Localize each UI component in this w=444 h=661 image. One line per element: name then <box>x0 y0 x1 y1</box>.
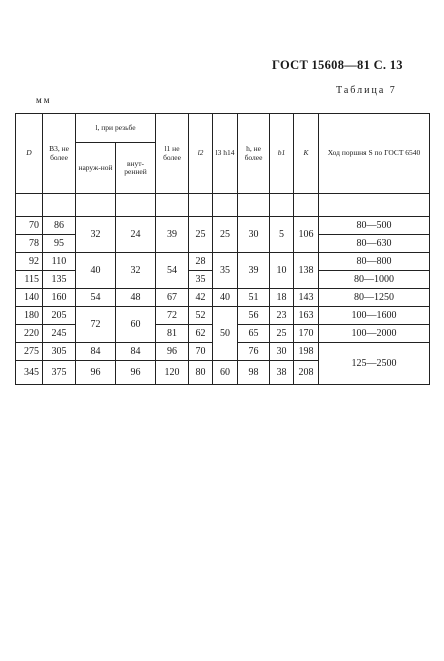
cell: 30 <box>270 343 294 361</box>
cell: 80—500 <box>319 217 430 235</box>
cell: 305 <box>43 343 76 361</box>
cell: 72 <box>156 307 189 325</box>
cell: 170 <box>294 325 319 343</box>
cell: 32 <box>116 253 156 289</box>
cell: 52 <box>189 307 213 325</box>
cell: 115 <box>16 271 43 289</box>
cell: 143 <box>294 289 319 307</box>
cell: 198 <box>294 343 319 361</box>
cell: 54 <box>156 253 189 289</box>
cell: 72 <box>76 307 116 343</box>
cell: 220 <box>16 325 43 343</box>
cell: 38 <box>270 361 294 385</box>
cell: 180 <box>16 307 43 325</box>
cell: 50 <box>213 307 238 361</box>
col-D: D <box>16 114 43 194</box>
units-label: мм <box>36 95 52 105</box>
cell: 60 <box>213 361 238 385</box>
cell: 80—800 <box>319 253 430 271</box>
cell: 120 <box>156 361 189 385</box>
cell <box>294 194 319 217</box>
cell: 140 <box>16 289 43 307</box>
cell: 5 <box>270 217 294 253</box>
cell: 40 <box>76 253 116 289</box>
cell: 208 <box>294 361 319 385</box>
cell: 48 <box>116 289 156 307</box>
cell: 51 <box>238 289 270 307</box>
cell: 86 <box>43 217 76 235</box>
cell: 106 <box>294 217 319 253</box>
cell: 10 <box>270 253 294 289</box>
cell: 96 <box>156 343 189 361</box>
cell <box>238 194 270 217</box>
col-h: h, не более <box>238 114 270 194</box>
cell: 80—630 <box>319 235 430 253</box>
cell: 24 <box>116 217 156 253</box>
table-row <box>16 307 430 325</box>
cell: 80 <box>189 361 213 385</box>
cell <box>16 194 43 217</box>
cell: 67 <box>156 289 189 307</box>
cell: 18 <box>270 289 294 307</box>
cell: 98 <box>238 361 270 385</box>
cell: 76 <box>238 343 270 361</box>
cell: 345 <box>16 361 43 385</box>
cell: 35 <box>213 253 238 289</box>
cell: 39 <box>238 253 270 289</box>
cell: 39 <box>156 217 189 253</box>
cell <box>319 194 430 217</box>
cell: 275 <box>16 343 43 361</box>
cell: 375 <box>43 361 76 385</box>
cell: 125—2500 <box>319 343 430 385</box>
cell: 138 <box>294 253 319 289</box>
col-l1: l1 не более <box>156 114 189 194</box>
table-caption: Таблица 7 <box>336 85 397 96</box>
cell: 84 <box>76 343 116 361</box>
cell: 25 <box>189 217 213 253</box>
col-l3: l3 h14 <box>213 114 238 194</box>
col-l2: l2 <box>189 114 213 194</box>
cell: 60 <box>116 307 156 343</box>
cell: 23 <box>270 307 294 325</box>
cell: 96 <box>76 361 116 385</box>
cell: 65 <box>238 325 270 343</box>
col-l-inner: внут-ренней <box>116 143 156 194</box>
cell: 54 <box>76 289 116 307</box>
table-row <box>16 253 430 271</box>
cell: 78 <box>16 235 43 253</box>
cell <box>116 194 156 217</box>
col-K: K <box>294 114 319 194</box>
cell: 70 <box>189 343 213 361</box>
cell: 84 <box>116 343 156 361</box>
cell <box>270 194 294 217</box>
cell: 80—1000 <box>319 271 430 289</box>
cell: 81 <box>156 325 189 343</box>
cell: 110 <box>43 253 76 271</box>
cell: 40 <box>213 289 238 307</box>
cell: 100—1600 <box>319 307 430 325</box>
col-l-group: l, при резьбе <box>76 114 156 143</box>
cell: 245 <box>43 325 76 343</box>
table-row <box>16 217 430 235</box>
cell: 95 <box>43 235 76 253</box>
page-header: ГОСТ 15608—81 С. 13 <box>272 58 403 72</box>
cell: 42 <box>189 289 213 307</box>
table-row <box>16 289 430 307</box>
cell: 62 <box>189 325 213 343</box>
cell: 28 <box>189 253 213 271</box>
cell <box>43 194 76 217</box>
cell: 92 <box>16 253 43 271</box>
cell: 25 <box>213 217 238 253</box>
cell: 135 <box>43 271 76 289</box>
col-l-outer: наруж-ной <box>76 143 116 194</box>
cell: 100—2000 <box>319 325 430 343</box>
col-stroke: Ход поршня S по ГОСТ 6540 <box>319 114 430 194</box>
cell: 25 <box>270 325 294 343</box>
cell: 163 <box>294 307 319 325</box>
cell <box>156 194 189 217</box>
cell: 32 <box>76 217 116 253</box>
cell: 80—1250 <box>319 289 430 307</box>
col-B3: B3, не более <box>43 114 76 194</box>
cell <box>189 194 213 217</box>
dimensions-table <box>15 113 430 385</box>
cell: 30 <box>238 217 270 253</box>
cell: 35 <box>189 271 213 289</box>
col-b1: b1 <box>270 114 294 194</box>
cell: 56 <box>238 307 270 325</box>
cell: 96 <box>116 361 156 385</box>
cell: 205 <box>43 307 76 325</box>
cell <box>76 194 116 217</box>
cell <box>213 194 238 217</box>
cell: 160 <box>43 289 76 307</box>
cell: 70 <box>16 217 43 235</box>
